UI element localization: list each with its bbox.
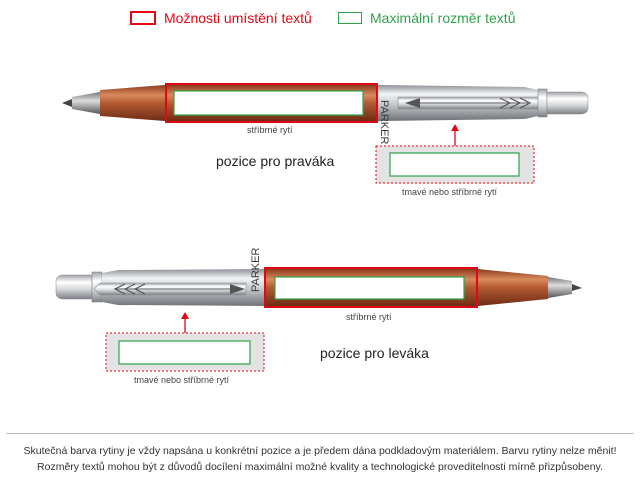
legend-placement-label: Možnosti umístění textů xyxy=(164,10,312,26)
pen-tip-icon xyxy=(62,99,72,107)
pointer-arrow-icon xyxy=(451,124,459,131)
pointer-arrow-icon xyxy=(181,312,189,319)
engraving-label-right: stříbrné rytí xyxy=(247,125,293,135)
pen-nose-cone xyxy=(72,92,100,114)
alt-max-text-area-left xyxy=(119,341,250,364)
footer-line-1: Skutečná barva rytiny je vždy napsána u konkrétní pozice a je předem dána podkladovým materiálem. Barvu rytiny nelze měnit! xyxy=(23,445,617,457)
footer-note xyxy=(0,443,640,475)
footer-line-2: Rozměry textů mohou být z důvodů docílení maximální možné kvality a technologické proveditelnosti mírně přizpůsobeny. xyxy=(37,461,603,473)
legend-max-size-label: Maximální rozměr textů xyxy=(370,10,516,26)
max-text-area-right xyxy=(174,91,363,115)
brand-mark: PARKER xyxy=(378,100,390,145)
pen-tip-icon xyxy=(572,284,582,291)
alt-engraving-label-right: tmavé nebo stříbrné rytí xyxy=(402,187,498,197)
pen-nose-cone xyxy=(548,277,572,298)
pen-cap-ring xyxy=(538,89,547,117)
alt-engraving-label-left: tmavé nebo stříbrné rytí xyxy=(134,375,230,385)
pen-push-button xyxy=(547,92,588,114)
pen-left-handed xyxy=(56,248,582,371)
engraving-label-left: stříbrné rytí xyxy=(346,312,392,322)
pen-push-button xyxy=(56,275,92,299)
brand-mark: PARKER xyxy=(250,247,262,292)
position-label-right: pozice pro praváka xyxy=(216,153,335,169)
footer-divider xyxy=(6,433,634,434)
max-text-area-left xyxy=(275,277,464,299)
position-label-left: pozice pro leváka xyxy=(320,345,429,361)
alt-max-text-area-right xyxy=(390,153,519,176)
